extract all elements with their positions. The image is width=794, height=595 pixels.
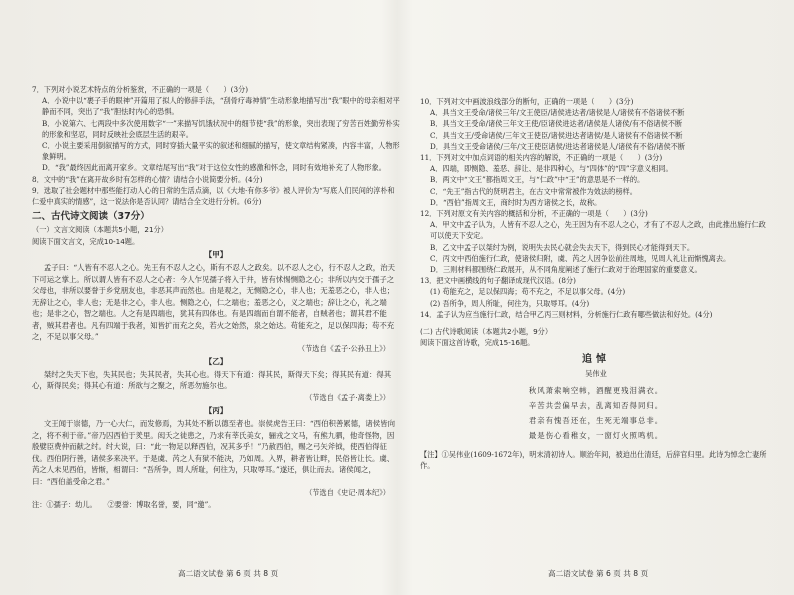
q12-option-a: A．甲文中孟子认为，人皆有不忍人之心，先王因为有不忍人之心，才有了不忍人之政，由此推出施行仁政可以使天下安定。: [430, 220, 766, 241]
section-2-heading: 二、古代诗文阅读（37分）: [32, 211, 150, 223]
q13-item-2: (2) 吾所争，周人所耻，何往为，只取辱耳。(4分): [430, 298, 590, 308]
right-page: [420, 96, 772, 471]
q7-option-a: A．小说中以“裹子手的眼神”开篇用了拟人的修辞手法，“刮骨疗毒神情”生动形象地描写出“我”眼中的母亲相对平静而不同，突出了“我”胆怯时内心的恐惧。: [42, 96, 400, 117]
q12-option-d: D．三则材料都围绕仁政展开，从不同角度阐述了施行仁政对于治理国家的重要意义。: [430, 265, 702, 275]
passage-bing-title: 【丙】: [204, 406, 228, 416]
passage-notes: 注：①孺子：幼儿。 ②要誉：博取名誉，要，同“邀”。: [32, 499, 216, 509]
subsection-1-intro: 阅读下面文言文，完成10-14题。: [32, 236, 140, 246]
left-page: [32, 84, 400, 510]
poem-line: 秋风萧索响空帏，酒醒更残泪满衣。: [528, 385, 664, 395]
q7-option-d: D．“我”最终因此而离开家乡。文章结尾写出“我”对于这位女性的感激和怀念，同时有效地补充了人物形象。: [42, 163, 386, 173]
q7-option-b: B．小说第六、七两段中多次使用数字“一”来描写饥饿状况中的细节使“我”的形象，突出表现了穷苦百姓勤劳朴实的形象和坚忍，同时反映社会底层生活的艰辛。: [42, 118, 400, 139]
q10-option-c: C．具当文王/受命诸侯/三年文王使臣/诸侯进达者诸侯/是人诸侯有不俗诸侯不断: [430, 130, 683, 140]
left-page-footer: 高二语文试卷 第 6 页 共 8 页: [178, 569, 279, 578]
question-9: 9．选取了社会题材中那些能打动人心的日常的生活点滴，以《大地·有你多爷》被人评价为“写底人们民间的淳朴和仁爱中真实的情感”，这一说法你是否认同？请结合全文进行分析。(6分): [32, 185, 395, 207]
poem-title: 追悼: [582, 354, 610, 366]
passage-yi-title: 【乙】: [204, 356, 228, 366]
q12-option-b: B．乙文中孟子以桀纣为例，说明失去民心就会失去天下，得到民心才能得到天下。: [430, 242, 695, 252]
q10-option-b: B．具当文王受命/诸侯三年文王使/臣诸侯进达者/诸侯是人诸侯/有不俗诸侯不断: [430, 119, 683, 129]
q12-option-c: C．丙文中西伯施行仁政，使诸侯归附，虞、芮之人因争讼前往周地，见周人礼让而惭愧离去。: [430, 253, 731, 263]
subsection-2-intro: 阅读下面这首诗歌，完成15-16题。: [420, 338, 535, 348]
passage-jia-source: （节选自《孟子·公孙丑上》）: [297, 343, 390, 353]
question-7: 7．下列对小说艺术特点的分析鉴赏，不正确的一项是（ ）(3分): [32, 85, 249, 94]
passage-bing-text: 文王闻于崇德，乃一心大仁，而发修焉，为其处不断以德至者也。崇侯虎告王曰：“西伯积善累德，诸侯皆向之，将不利于帝。”帝乃囚西伯于羑里。闳夭之徒患之，乃求有莘氏美女，骊戎之文马，有熊九驷，他奇怪物，因殷嬖臣费仲而献之纣。纣大说，曰：“此一物足以释西伯，况其多乎！”乃赦西伯，赐之弓矢斧钺，使西伯得征伐。西伯阴行善，诸侯多来决平。于是虞、芮之人有狱不能决，乃如周。入界，耕者皆让畔，民俗皆让长。虞、芮之人未见西伯，皆惭，相谓曰：“吾所争，周人所耻，何往为，只取辱耳。”遂还，俱让而去。诸侯闻之，曰：“西伯盖受命之君。”: [32, 419, 395, 486]
passage-yi-text: 桀纣之失天下也，失其民也；失其民者，失其心也。得天下有道：得其民，斯得天下矣；得其民有道：得其心，斯得民矣；得其心有道：所欲与之聚之，所恶勿施尔也。: [32, 369, 392, 391]
poem-line: 最是伤心看稚女，一窗灯火照鸣机。: [528, 430, 664, 440]
poem-note: 【注】①吴伟业(1609-1672年)，明末清初诗人。顺治年间，被迫出仕清廷，后辞官归里。此诗为悼念亡妻所作。: [420, 449, 767, 471]
question-10: 10．下列对文中画波浪线部分的断句，正确的一项是（ ）(3分): [420, 97, 634, 106]
q11-option-a: A．四端，即恻隐、羞恶、辞让、是非四种心，与“四体”的“四”字意义相同。: [430, 164, 673, 174]
question-11: 11．下列对文中加点词语的相关内容的解说，不正确的一项是（ ）(3分): [420, 153, 663, 163]
question-13: 13．把文中画横线的句子翻译成现代汉语。(8分): [420, 276, 576, 286]
q11-option-d: D．“西伯”指周文王，商纣时为西方诸侯之长，故称。: [430, 197, 602, 207]
q10-option-a: A．具当文王受命/诸侯三年/文王使臣/诸侯进达者/诸侯是人/诸侯有不俗诸侯不断: [430, 108, 685, 118]
passage-jia-text: 孟子曰：“人皆有不忍人之心。先王有不忍人之心，斯有不忍人之政矣。以不忍人之心，行不忍人之政，治天下可运之掌上。所以谓人皆有不忍人之心者：今人乍见孺子将入于井，皆有怵惕恻隐之心；非所以内交于孺子之父母也，非所以要誉于乡党朋友也，非恶其声而然也。由是观之，无恻隐之心，非人也；无羞恶之心，非人也；无辞让之心，非人也；无是非之心，非人也。恻隐之心，仁之端也；羞恶之心，义之端也；辞让之心，礼之端也；是非之心，智之端也。人之有是四端也，犹其有四体也。有是四端而自谓不能者，自贼者也；谓其君不能者，贼其君者也。凡有四端于我者，知皆扩而充之矣，若火之始然，泉之始达。苟能充之，足以保四海；苟不充之，不足以事父母。”: [32, 263, 395, 342]
question-8: 8．文中的“我”在离开故乡时有怎样的心情？请结合小说简要分析。(4分): [32, 174, 263, 184]
passage-yi-source: （节选自《孟子·离娄上》）: [305, 392, 390, 402]
poem-line: 君亲有愧吾还在，生死无端事总非。: [528, 415, 664, 425]
question-14: 14．孟子认为应当施行仁政，结合甲乙丙三则材料，分析施行仁政有哪些做法和好处。(4分): [420, 309, 713, 319]
q7-option-c: C．小说主要采用倒叙描写的方式，同时穿插大量平实的叙述和细腻的描写，使文章结构紧凑，内容丰富，人物形象鲜明。: [42, 141, 400, 162]
q11-option-c: C．“先王”指古代的贤明君主，在古文中常常被作为效法的榜样。: [430, 186, 637, 196]
right-page-footer: 高二语文试卷 第 6 页 共 8 页: [548, 569, 649, 578]
q13-item-1: (1) 苟能充之，足以保四海；苟不充之，不足以事父母。(4分): [430, 287, 626, 297]
question-12: 12．下列对原文有关内容的概括和分析，不正确的一项是（ ）(3分): [420, 209, 648, 219]
subsection-2-heading: (二) 古代诗歌阅读（本题共2小题，9分）: [420, 327, 553, 337]
passage-bing-source: （节选自《史记·周本纪》）: [305, 488, 390, 498]
passage-jia-title: 【甲】: [204, 249, 228, 259]
poem-author: 吴伟业: [585, 368, 607, 378]
subsection-1-heading: （一）文言文阅读（本题共5小题，21分）: [32, 225, 168, 235]
q10-option-d: D．具当文王受命诸侯/三年/文王使臣诸侯/进达者诸侯是人/诸侯有不俗/诸侯不断: [430, 141, 686, 151]
q11-option-b: B．两文中“文王”都指周文王，与“仁政”中“王”的意思是不一样的。: [430, 175, 645, 185]
poem-line: 辛苦共尝偏早去，乱离知否得同归。: [528, 400, 664, 410]
